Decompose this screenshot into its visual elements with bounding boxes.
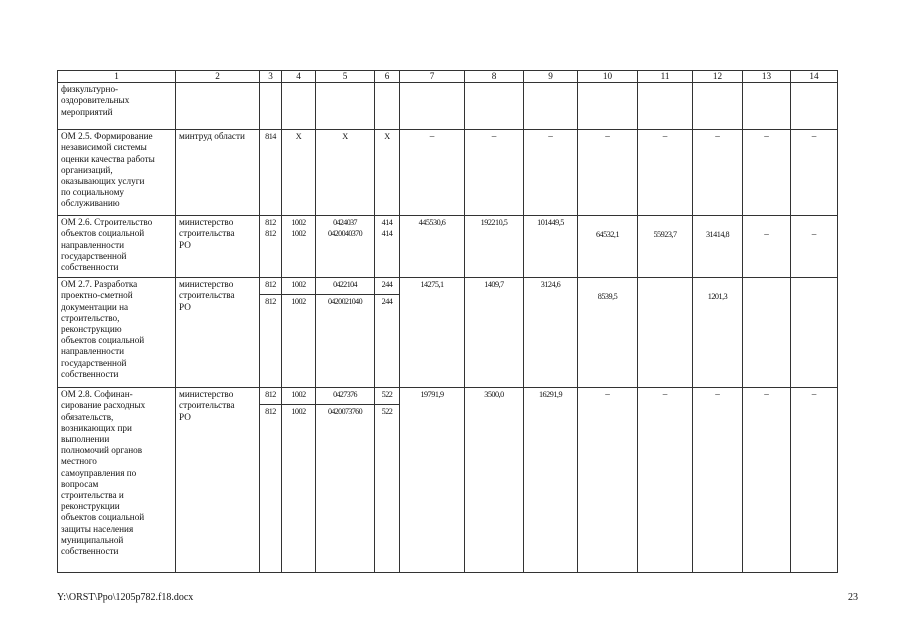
amount-year: 1409,7 [465, 278, 524, 388]
expense-type: Х [375, 130, 400, 216]
expense-type: 244 [375, 294, 399, 307]
grbs-code: 812 [265, 390, 276, 400]
column-number-row [58, 71, 838, 83]
amount-year: 8539,5 [597, 292, 618, 302]
column-number: 1 [58, 71, 176, 83]
amount-year: 16291,9 [524, 388, 578, 573]
column-number: 13 [743, 71, 791, 83]
amount-year: – [578, 388, 638, 573]
amount-total: 14275,1 [400, 278, 465, 388]
amount-year: 3124,6 [524, 278, 578, 388]
target-article: 0420073760 [316, 404, 374, 417]
measure-name: физкультурно- оздоровительных мероприятий [58, 83, 176, 130]
amount-year: 31414,8 [705, 230, 730, 240]
grbs-code: 814 [260, 130, 282, 216]
column-number: 8 [465, 71, 524, 83]
column-number: 14 [791, 71, 838, 83]
column-number: 10 [578, 71, 638, 83]
executor: минтруд области [176, 130, 260, 216]
column-number: 4 [282, 71, 316, 83]
amount-year: 64532,1 [595, 230, 620, 240]
section-code: 1002 [291, 218, 306, 228]
grbs-code: 812 [265, 218, 276, 228]
executor: министерство строительства РО [176, 388, 260, 573]
grbs-code: 812 [265, 229, 276, 239]
section-code: 1002 [282, 294, 315, 307]
column-number: 3 [260, 71, 282, 83]
section-code: 1002 [291, 280, 306, 290]
budget-table [57, 70, 838, 573]
target-article: 0420040370 [327, 229, 362, 239]
table-row [58, 130, 838, 216]
executor: министерство строительства РО [176, 278, 260, 388]
table-row [58, 83, 838, 130]
file-path: Y:\ORST\Ppo\1205p782.f18.docx [57, 592, 194, 603]
expense-type: 522 [375, 404, 399, 417]
section-code: 1002 [282, 404, 315, 417]
amount-year: 192210,5 [465, 216, 524, 278]
table-row [58, 388, 838, 573]
amount-year: 1201,3 [707, 292, 728, 302]
amount-year: – [811, 229, 817, 240]
expense-type: 414 [381, 218, 393, 228]
executor: министерство строительства РО [176, 216, 260, 278]
amount-total: 19791,9 [400, 388, 465, 573]
measure-name: ОМ 2.6. Строительство объектов социальной направленности государственной собственности [58, 216, 176, 278]
measure-name: ОМ 2.5. Формирование независимой системы оценки качества работы организаций, оказывающих услуги по социальному обслуживанию [58, 130, 176, 216]
section-code: Х [282, 130, 316, 216]
amount-year: 3500,0 [465, 388, 524, 573]
column-number: 11 [638, 71, 693, 83]
table-row [58, 278, 838, 388]
grbs-code: 812 [265, 280, 276, 290]
grbs-code: 812 [260, 404, 281, 417]
amount-year: 55923,7 [653, 230, 677, 240]
amount-year: – [693, 388, 743, 573]
amount-year: – [465, 130, 524, 216]
grbs-code: 812 [260, 294, 281, 307]
measure-name: ОМ 2.7. Разработка проектно-сметной документации на строительство, реконструкцию объектов социальной направленности государственной собственности [58, 278, 176, 388]
expense-type: 522 [381, 390, 393, 400]
amount-year: – [743, 388, 791, 573]
amount-year: 101449,5 [524, 216, 578, 278]
table-row [58, 216, 838, 278]
column-number: 6 [375, 71, 400, 83]
target-article: 0422104 [333, 280, 357, 290]
amount-year: – [693, 130, 743, 216]
target-article: 0424037 [333, 218, 357, 228]
amount-year: – [791, 388, 838, 573]
amount-year: – [638, 388, 693, 573]
column-number: 5 [316, 71, 375, 83]
target-article: 0427376 [333, 390, 357, 400]
page-number: 23 [848, 592, 858, 603]
amount-year: – [743, 130, 791, 216]
amount-year: – [638, 130, 693, 216]
amount-total: 445530,6 [400, 216, 465, 278]
expense-type: 244 [381, 280, 393, 290]
measure-name: ОМ 2.8. Софинан- сирование расходных обязательств, возникающих при выполнении полномочий органов местного самоуправления по вопросам строительства и реконструкции объектов социальной защиты населения муниципальной собственности [58, 388, 176, 573]
amount-year: – [524, 130, 578, 216]
column-number: 2 [176, 71, 260, 83]
column-number: 12 [693, 71, 743, 83]
target-article: 0420021040 [316, 294, 374, 307]
amount-year: – [578, 130, 638, 216]
section-code: 1002 [291, 390, 306, 400]
amount-year: – [764, 229, 769, 240]
amount-total: – [400, 130, 465, 216]
section-code: 1002 [291, 229, 306, 239]
expense-type: 414 [381, 229, 393, 239]
column-number: 9 [524, 71, 578, 83]
target-article: Х [316, 130, 375, 216]
amount-year: – [791, 130, 838, 216]
column-number: 7 [400, 71, 465, 83]
